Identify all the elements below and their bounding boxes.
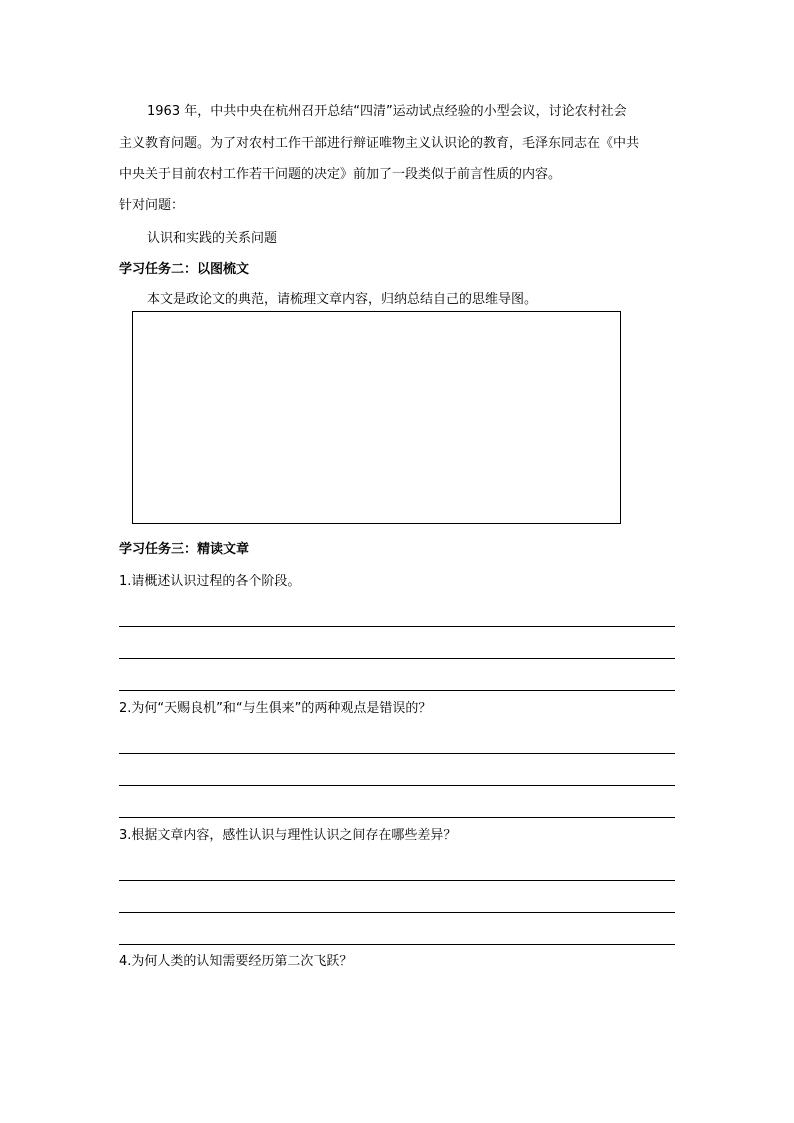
task3-heading: 学习任务三：精读文章 <box>119 542 250 557</box>
target-label: 针对问题： <box>119 198 185 213</box>
answer-line[interactable] <box>119 753 675 754</box>
mindmap-answer-box[interactable] <box>132 311 621 524</box>
answer-line[interactable] <box>119 626 675 627</box>
question-3: 3.根据文章内容，感性认识与理性认识之间存在哪些差异？ <box>119 828 457 843</box>
task2-heading: 学习任务二：以图梳文 <box>119 262 250 277</box>
target-answer: 认识和实践的关系问题 <box>147 231 278 246</box>
answer-line[interactable] <box>119 912 675 913</box>
intro-line-3: 中央关于目前农村工作若干问题的决定》前加了一段类似于前言性质的内容。 <box>119 167 562 182</box>
intro-line-1: 1963 年，中共中央在杭州召开总结“四清”运动试点经验的小型会议，讨论农村社会 <box>147 104 627 119</box>
answer-line[interactable] <box>119 785 675 786</box>
answer-line[interactable] <box>119 944 675 945</box>
answer-line[interactable] <box>119 880 675 881</box>
intro-line-2: 主义教育问题。为了对农村工作干部进行辩证唯物主义认识论的教育，毛泽东同志在《中共 <box>119 136 640 151</box>
answer-line[interactable] <box>119 658 675 659</box>
question-4: 4.为何人类的认知需要经历第二次飞跃？ <box>119 954 353 969</box>
answer-line[interactable] <box>119 690 675 691</box>
answer-line[interactable] <box>119 817 675 818</box>
question-2: 2.为何“天赐良机”和“与生俱来”的两种观点是错误的？ <box>119 701 432 716</box>
task2-instruction: 本文是政论文的典范，请梳理文章内容，归纳总结自己的思维导图。 <box>147 292 538 307</box>
question-1: 1.请概述认识过程的各个阶段。 <box>119 574 301 589</box>
